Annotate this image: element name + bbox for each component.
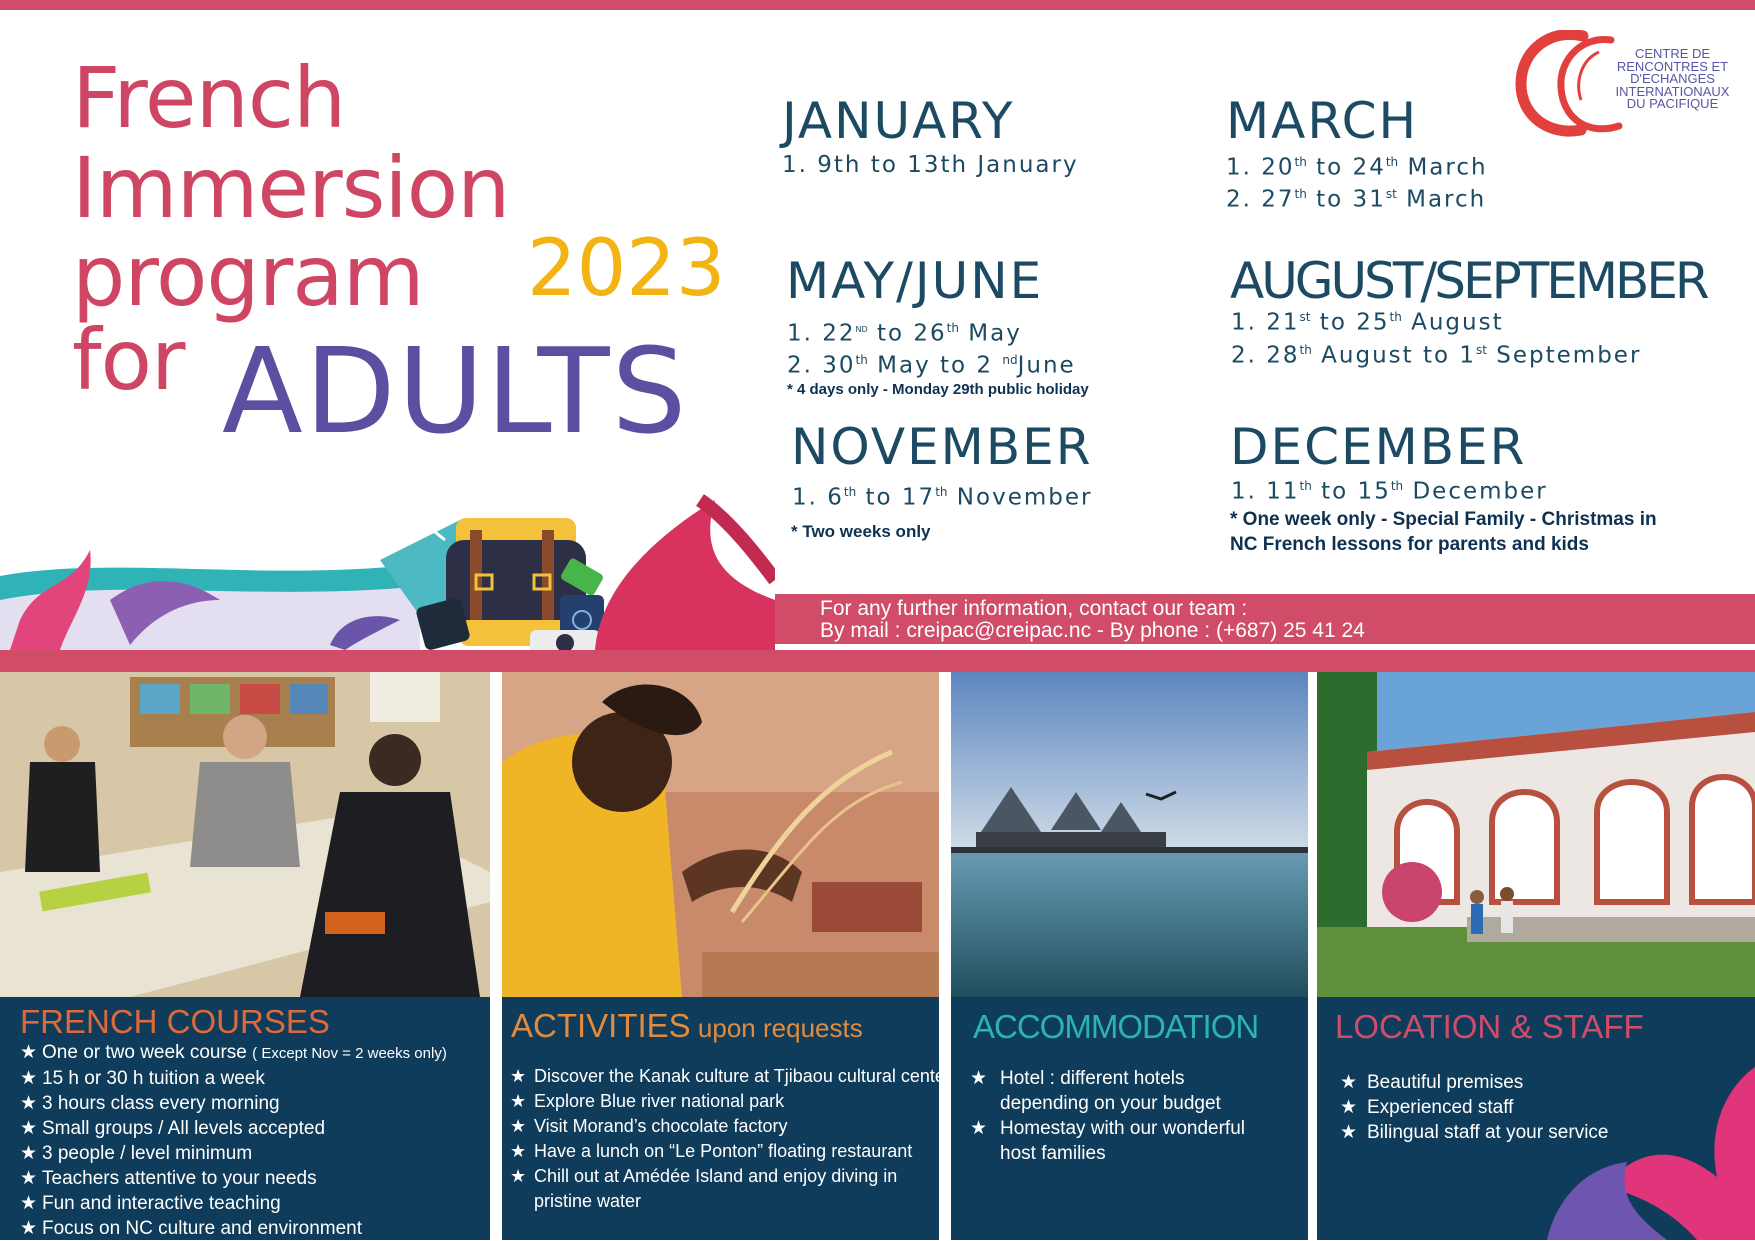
month-august-september: AUGUST/SEPTEMBER bbox=[1230, 252, 1707, 310]
logo-text: CENTRE DE RENCONTRES ET D'ECHANGES INTERNATIONAUX DU PACIFIQUE bbox=[1615, 46, 1730, 111]
program-year: 2023 bbox=[527, 224, 726, 314]
list-item: ★ Experienced staff bbox=[1340, 1095, 1609, 1120]
panel-title-activities: ACTIVITIES upon requests bbox=[511, 1007, 863, 1044]
list-item-continuation: depending on your budget bbox=[1000, 1093, 1221, 1114]
march-session-1: 1. 20th to 24th March bbox=[1226, 154, 1488, 181]
list-item: ★ Homestay with our wonderful bbox=[970, 1116, 1245, 1141]
december-session-1: 1. 11th to 15th December bbox=[1231, 478, 1548, 505]
title-line-2: Immersion bbox=[72, 139, 510, 237]
panel-title-courses: FRENCH COURSES bbox=[20, 1003, 330, 1040]
panel-title-location: LOCATION & STAFF bbox=[1335, 1008, 1644, 1045]
list-item: ★ Fun and interactive teaching bbox=[20, 1191, 447, 1216]
list-item: ★ Teachers attentive to your needs bbox=[20, 1166, 447, 1191]
november-session-1: 1. 6th to 17th November bbox=[792, 484, 1093, 511]
march-session-2: 2. 27th to 31st March bbox=[1226, 186, 1487, 213]
photo-overwater-bungalows bbox=[951, 672, 1308, 997]
list-item: ★ Hotel : different hotels bbox=[970, 1066, 1245, 1091]
list-item: ★ 3 people / level minimum bbox=[20, 1141, 447, 1166]
top-accent-strip bbox=[0, 0, 1755, 10]
list-item: ★ 3 hours class every morning bbox=[20, 1091, 447, 1116]
list-item: ★ Discover the Kanak culture at Tjibaou cultural center bbox=[510, 1064, 951, 1089]
list-item: ★ One or two week course ( Except Nov = 2 weeks only) bbox=[20, 1040, 447, 1066]
month-may-june: MAY/JUNE bbox=[786, 252, 1044, 310]
title-line-3: program bbox=[72, 227, 424, 325]
contact-details: By mail : creipac@creipac.nc - By phone : (+687) 25 41 24 bbox=[820, 619, 1365, 642]
audience-heading: ADULTS bbox=[222, 322, 689, 460]
december-note: * One week only - Special Family - Christmas in NC French lessons for parents and kids bbox=[1230, 509, 1657, 555]
list-item: ★ Chill out at Amédée Island and enjoy diving in bbox=[510, 1164, 951, 1189]
contact-intro: For any further information, contact our team : bbox=[820, 597, 1248, 620]
list-item-continuation: host families bbox=[1000, 1143, 1106, 1164]
month-january: JANUARY bbox=[782, 92, 1015, 150]
mayjune-session-2: 2. 30th May to 2 $^{nd}$June bbox=[787, 352, 1076, 379]
list-item: ★ Visit Morand’s chocolate factory bbox=[510, 1114, 951, 1139]
location-list bbox=[1340, 1070, 1609, 1145]
list-item: ★ Focus on NC culture and environment bbox=[20, 1216, 447, 1241]
courses-list bbox=[20, 1040, 447, 1241]
title-line-4: for bbox=[72, 311, 185, 409]
augsep-session-1: 1. 21st to 25th August bbox=[1231, 309, 1504, 336]
augsep-session-2: 2. 28th August to 1st September bbox=[1231, 342, 1642, 369]
list-item: ★ Small groups / All levels accepted bbox=[20, 1116, 447, 1141]
month-december: DECEMBER bbox=[1230, 418, 1527, 476]
photo-weaving bbox=[502, 672, 939, 997]
november-note: * Two weeks only bbox=[791, 522, 931, 541]
month-november: NOVEMBER bbox=[791, 418, 1093, 476]
list-item: ★ Have a lunch on “Le Ponton” floating restaurant bbox=[510, 1139, 951, 1164]
photo-classroom bbox=[0, 672, 490, 997]
list-item: ★ Bilingual staff at your service bbox=[1340, 1120, 1609, 1145]
title-line-1: French bbox=[72, 49, 346, 147]
mayjune-session-1: 1. 22ND to 26th May bbox=[787, 320, 1022, 347]
panel-title-accommodation: ACCOMMODATION bbox=[973, 1008, 1259, 1045]
travel-illustration bbox=[0, 480, 775, 650]
activities-list bbox=[510, 1064, 951, 1214]
january-session-1: 1. 9th to 13th January bbox=[782, 152, 1079, 178]
photo-building bbox=[1317, 672, 1755, 997]
list-item: ★ 15 h or 30 h tuition a week bbox=[20, 1066, 447, 1091]
accommodation-list bbox=[970, 1066, 1245, 1166]
mayjune-note: * 4 days only - Monday 29th public holiday bbox=[787, 381, 1089, 398]
list-item: ★ Explore Blue river national park bbox=[510, 1089, 951, 1114]
list-item: ★ Beautiful premises bbox=[1340, 1070, 1609, 1095]
month-march: MARCH bbox=[1226, 92, 1419, 150]
list-item-continuation: pristine water bbox=[534, 1191, 642, 1211]
section-divider bbox=[0, 650, 1755, 672]
